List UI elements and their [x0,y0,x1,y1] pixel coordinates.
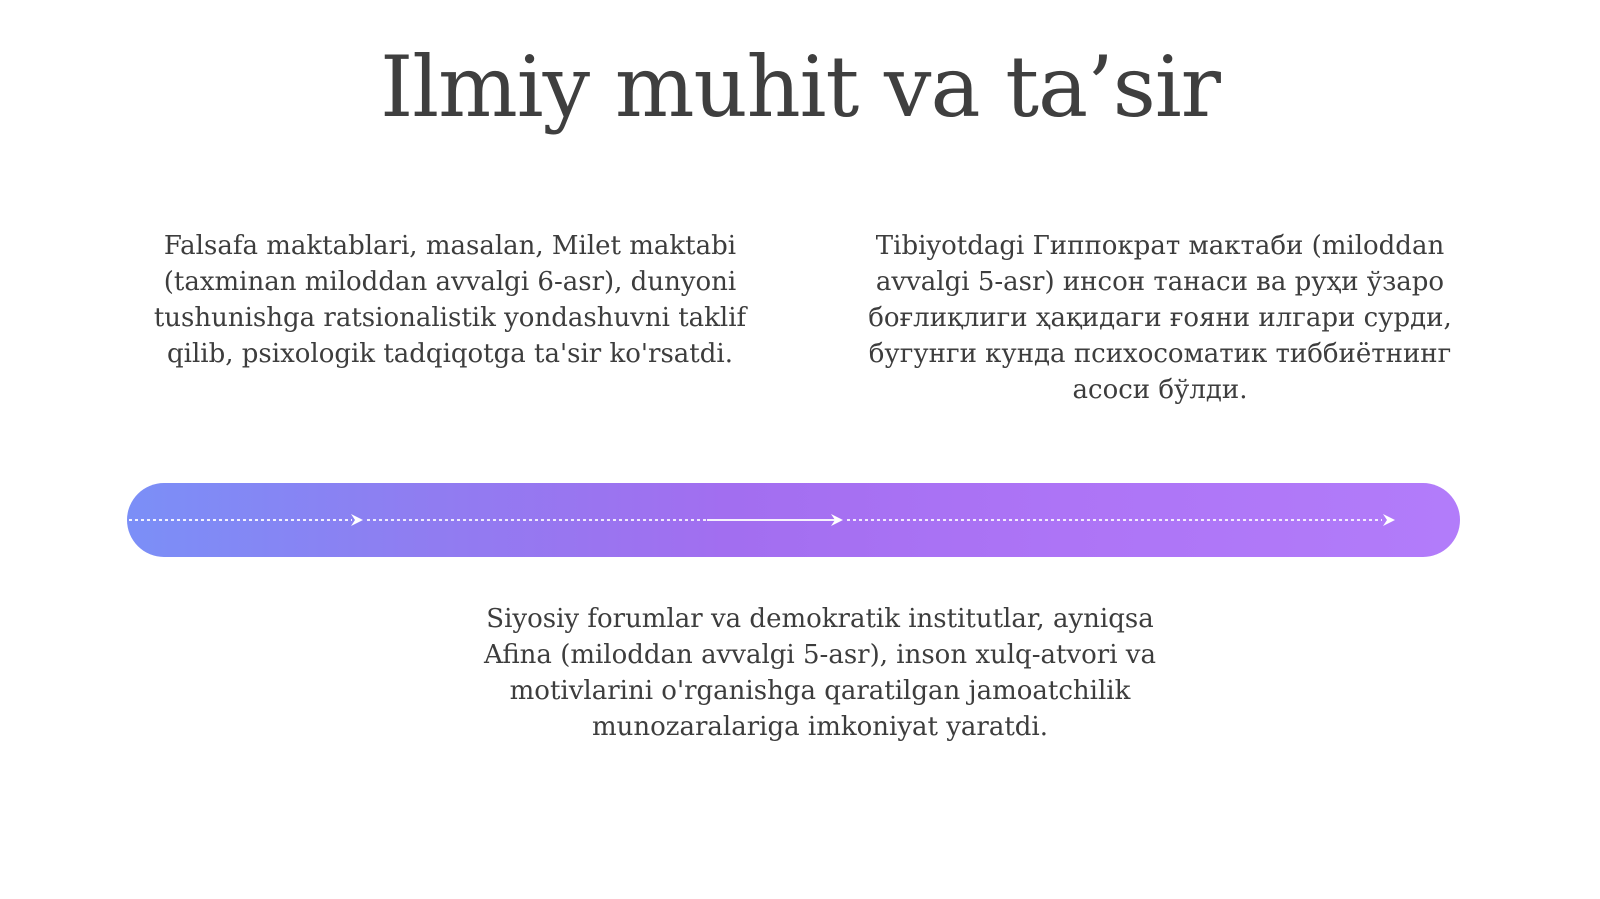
arrow-right-icon [351,514,363,526]
paragraph-philosophy-schools: Falsafa maktablari, masalan, Milet maktabi (taxminan miloddan avvalgi 6-asr), dunyoni tushunishga ratsionalistik yondashuvni taklif qilib, psixologik tadqiqotga ta'sir ko'rsatdi. [153,231,747,369]
timeline-arrows [127,483,1460,557]
timeline-bar [127,483,1460,557]
paragraph-political-forums: Siyosiy forumlar va demokratik institutlar, ayniqsa Afina (miloddan avvalgi 5-asr), inson xulq-atvori va motivlarini o'rganishga qaratilgan jamoatchilik munozaralariga imkoniyat yaratdi. [484,604,1156,742]
paragraph-hippocrates-school: Tibiyotdagi Гиппократ мактаби (miloddan avvalgi 5-asr) инсон танаси ва руҳи ўзаро боғлиқлиги ҳақидаги ғояни илгари сурди, бугунги кунда психосоматик тиббиётнинг асоси бўлди. [868,231,1452,405]
slide-title: Ilmiy muhit va ta’sir [380,38,1220,136]
arrow-right-icon [1383,514,1395,526]
